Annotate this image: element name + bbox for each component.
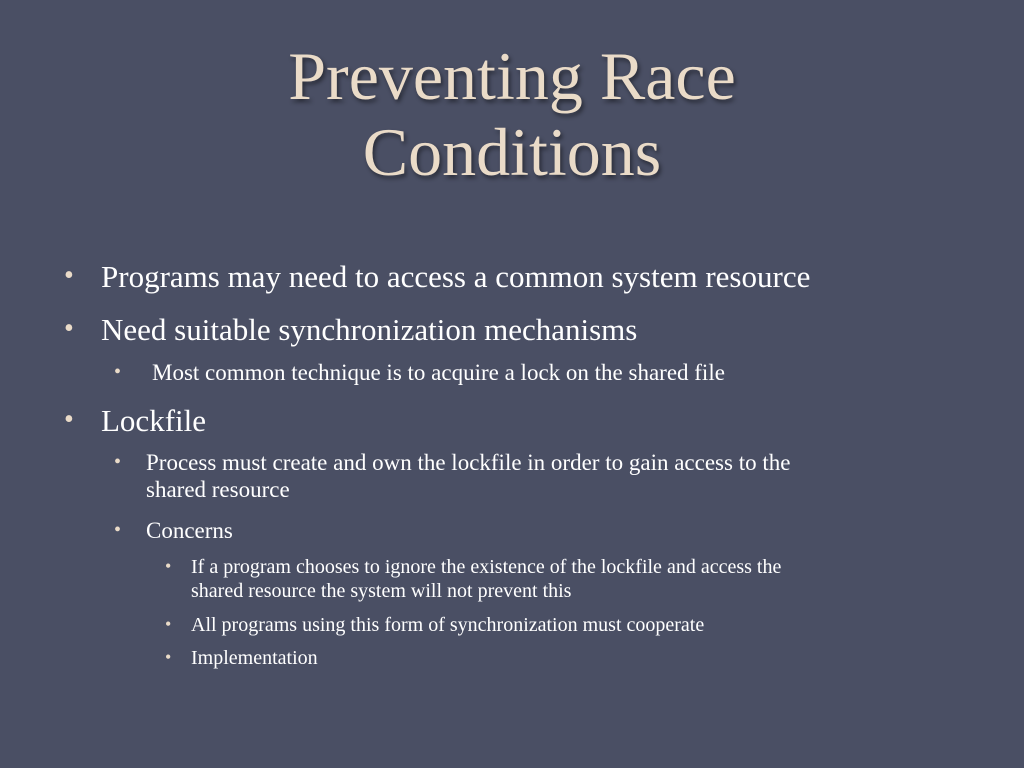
bullet-icon: • (64, 313, 74, 344)
bullet-icon: • (165, 614, 172, 634)
bullet-icon: • (64, 260, 74, 291)
slide-title-line-1: Preventing Race (288, 38, 736, 114)
bullet-item-3-2: Concerns (146, 518, 233, 543)
bullet-item-1: Programs may need to access a common system resource (101, 259, 811, 294)
bullet-icon: • (114, 519, 122, 541)
slide-title-line-2: Conditions (362, 114, 662, 190)
bullet-item-3-2-1-line-1: If a program chooses to ignore the existence of the lockfile and access the (191, 556, 782, 578)
bullet-icon: • (64, 404, 74, 435)
bullet-icon: • (165, 647, 172, 667)
bullet-item-3-1-line-2: shared resource (146, 477, 290, 502)
bullet-item-3-1-line-1: Process must create and own the lockfile in order to gain access to the (146, 450, 791, 475)
bullet-icon: • (165, 556, 172, 576)
bullet-item-3-2-2: All programs using this form of synchronization must cooperate (191, 614, 705, 636)
bullet-item-3: Lockfile (101, 403, 207, 438)
bullet-icon: • (114, 451, 122, 473)
bullet-icon: • (114, 361, 122, 383)
bullet-item-3-2-3: Implementation (191, 647, 318, 669)
bullet-item-2: Need suitable synchronization mechanisms (101, 312, 638, 347)
bullet-item-2-1: Most common technique is to acquire a lock on the shared file (152, 360, 725, 385)
bullet-item-3-2-1-line-2: shared resource the system will not prevent this (191, 580, 572, 602)
